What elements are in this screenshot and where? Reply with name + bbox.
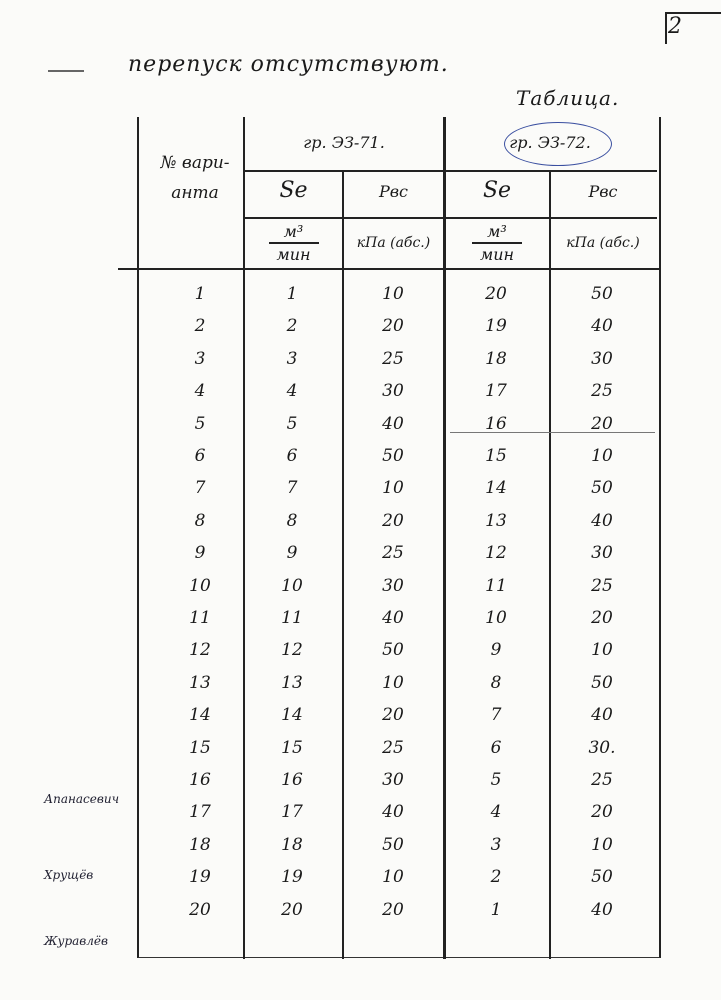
se-group2-cell: 3	[490, 834, 502, 855]
pbc-group2-cell: 30.	[588, 737, 616, 758]
variant-cell: 3	[194, 348, 206, 369]
pbc-group1-cell: 50	[382, 640, 404, 661]
pbc-group1-cell: 10	[382, 867, 404, 888]
fraction-bar	[472, 242, 522, 244]
se-group2-cell: 16	[485, 413, 507, 434]
pbc-group2-cell: 50	[591, 867, 613, 888]
header-bottom-line	[118, 268, 659, 270]
pbc-group1-cell: 20	[382, 316, 404, 337]
se-group1-cell: 1	[286, 284, 298, 304]
pbc-group2-cell: 20	[591, 608, 613, 628]
pbc-group1-cell: 20	[382, 899, 404, 920]
pbc-group2-cell: 20	[591, 802, 613, 823]
signature-1: Апанасевич	[44, 792, 120, 806]
pbc-unit-group2: кПа (абс.)	[566, 235, 640, 251]
pbc-group1-cell: 25	[382, 543, 404, 564]
pbc-unit-group1: кПа (абс.)	[356, 235, 431, 251]
pbc-group2-cell: 10	[591, 446, 613, 466]
se-unit-group2	[445, 222, 549, 264]
header-divider	[243, 217, 657, 219]
pbc-group1-cell: 10	[382, 284, 404, 304]
table-caption: Таблица.	[516, 86, 620, 110]
variant-cell: 13	[189, 672, 211, 693]
se-group1-cell: 11	[281, 608, 303, 628]
pbc-group1-cell: 25	[382, 348, 404, 369]
se-group1-cell: 20	[281, 899, 303, 920]
pbc-group2-cell: 50	[591, 478, 613, 499]
pbc-group1-cell: 10	[382, 478, 404, 499]
variant-cell: 1	[194, 284, 206, 304]
se-group1-cell: 10	[281, 575, 303, 596]
se-group1-cell: 3	[286, 348, 298, 369]
pbc-group2-cell: 50	[591, 672, 613, 693]
se-group1-cell: 2	[286, 316, 298, 337]
pbc-header-group1: Pвс	[378, 182, 409, 201]
se-group1-cell: 8	[286, 510, 298, 531]
pbc-group1-cell: 10	[382, 672, 404, 693]
signature-3: Журавлёв	[44, 934, 108, 948]
pbc-group2-cell: 25	[591, 381, 613, 402]
variant-column-header	[150, 148, 240, 208]
pbc-group1-cell: 20	[382, 510, 404, 531]
column-divider	[342, 172, 344, 959]
pbc-group1-cell: 40	[382, 802, 404, 823]
variant-cell: 14	[189, 705, 211, 726]
se-group1-cell: 19	[281, 867, 303, 888]
variant-cell: 9	[194, 543, 206, 564]
pbc-group1-cell: 50	[382, 834, 404, 855]
se-unit-denominator: мин	[479, 244, 515, 264]
se-group2-cell: 18	[485, 348, 507, 369]
se-unit-denominator: мин	[276, 244, 311, 264]
group2-label: гр. ЭЗ-72.	[509, 133, 591, 152]
variant-cell: 16	[189, 770, 211, 790]
pbc-group2-cell: 40	[591, 705, 613, 726]
se-group1-cell: 4	[286, 381, 298, 402]
se-group2-cell: 12	[485, 543, 507, 564]
fraction-bar	[269, 242, 319, 244]
se-group2-cell: 9	[490, 640, 502, 661]
se-group1-cell: 13	[281, 672, 303, 693]
se-group1-cell: 14	[281, 705, 303, 726]
pbc-header-group2: Pвс	[588, 182, 618, 201]
se-group2-cell: 17	[485, 381, 507, 402]
variant-cell: 7	[194, 478, 206, 499]
se-group2-cell: 5	[490, 770, 502, 790]
pbc-group2-cell: 10	[591, 640, 613, 661]
pbc-group1-cell: 40	[382, 608, 404, 628]
variant-header-text: № вари-анта	[160, 153, 230, 203]
variant-cell: 19	[189, 867, 211, 888]
variant-cell: 20	[189, 899, 211, 920]
se-group2-cell: 7	[490, 705, 502, 726]
variant-cell: 10	[189, 575, 211, 596]
pbc-group2-cell: 25	[591, 575, 613, 596]
page-number: 2	[668, 14, 682, 39]
se-group2-cell: 8	[490, 672, 502, 693]
se-unit-numerator: м³	[283, 222, 304, 241]
se-group1-cell: 5	[286, 413, 298, 434]
group2-highlight-oval	[504, 122, 612, 166]
variant-cell: 4	[194, 381, 206, 402]
se-group1-cell: 7	[286, 478, 298, 499]
se-group2-cell: 4	[490, 802, 502, 823]
pbc-group1-cell: 30	[382, 381, 404, 402]
variant-cell: 5	[194, 413, 206, 434]
pbc-group2-cell: 40	[591, 316, 613, 337]
pbc-group2-cell: 30	[591, 348, 613, 369]
pbc-group1-cell: 30	[382, 770, 404, 790]
variant-cell: 12	[189, 640, 211, 661]
pbc-group1-cell: 50	[382, 446, 404, 466]
pbc-group1-cell: 20	[382, 705, 404, 726]
variant-cell: 15	[189, 737, 211, 758]
pbc-group1-cell: 25	[382, 737, 404, 758]
pbc-group2-cell: 25	[591, 770, 613, 790]
margin-mark	[48, 70, 84, 72]
se-group2-cell: 19	[485, 316, 507, 337]
se-group1-cell: 15	[281, 737, 303, 758]
pbc-group2-cell: 40	[591, 510, 613, 531]
se-group2-cell: 2	[490, 867, 502, 888]
se-group2-cell: 13	[485, 510, 507, 531]
se-group2-cell: 10	[485, 608, 507, 628]
se-group1-cell: 9	[286, 543, 298, 564]
se-group2-cell: 6	[490, 737, 502, 758]
pbc-group2-cell: 10	[591, 834, 613, 855]
variant-cell: 18	[189, 834, 211, 855]
pbc-group2-cell: 20	[591, 413, 613, 434]
pbc-group1-cell: 40	[382, 413, 404, 434]
se-header-group2: Se	[482, 178, 512, 203]
variant-cell: 6	[194, 446, 206, 466]
header-note: перепуск отсутствуют.	[128, 52, 449, 77]
pbc-group2-cell: 40	[591, 899, 613, 920]
se-group2-cell: 11	[485, 575, 507, 596]
se-group2-cell: 20	[485, 284, 507, 304]
pbc-group2-cell: 30	[591, 543, 613, 564]
se-header-group1: Se	[279, 178, 308, 203]
se-group1-cell: 17	[281, 802, 303, 823]
se-unit-numerator: м³	[487, 222, 507, 241]
se-group2-cell: 14	[485, 478, 507, 499]
column-divider	[549, 172, 551, 959]
se-group1-cell: 16	[281, 770, 303, 790]
header-divider	[243, 170, 657, 172]
variant-cell: 17	[189, 802, 211, 823]
variant-cell: 11	[189, 608, 211, 628]
se-group1-cell: 6	[286, 446, 298, 466]
variant-cell: 8	[194, 510, 206, 531]
group1-label: гр. ЭЗ-71.	[303, 133, 385, 152]
se-group2-cell: 15	[485, 446, 507, 466]
variant-cell: 2	[194, 316, 206, 337]
pbc-group1-cell: 30	[382, 575, 404, 596]
se-group1-cell: 12	[281, 640, 303, 661]
se-group2-cell: 1	[490, 899, 502, 920]
pbc-group2-cell: 50	[591, 284, 613, 304]
signature-2: Хрущёв	[44, 868, 94, 882]
se-group1-cell: 18	[281, 834, 303, 855]
se-unit-group1	[245, 222, 342, 264]
